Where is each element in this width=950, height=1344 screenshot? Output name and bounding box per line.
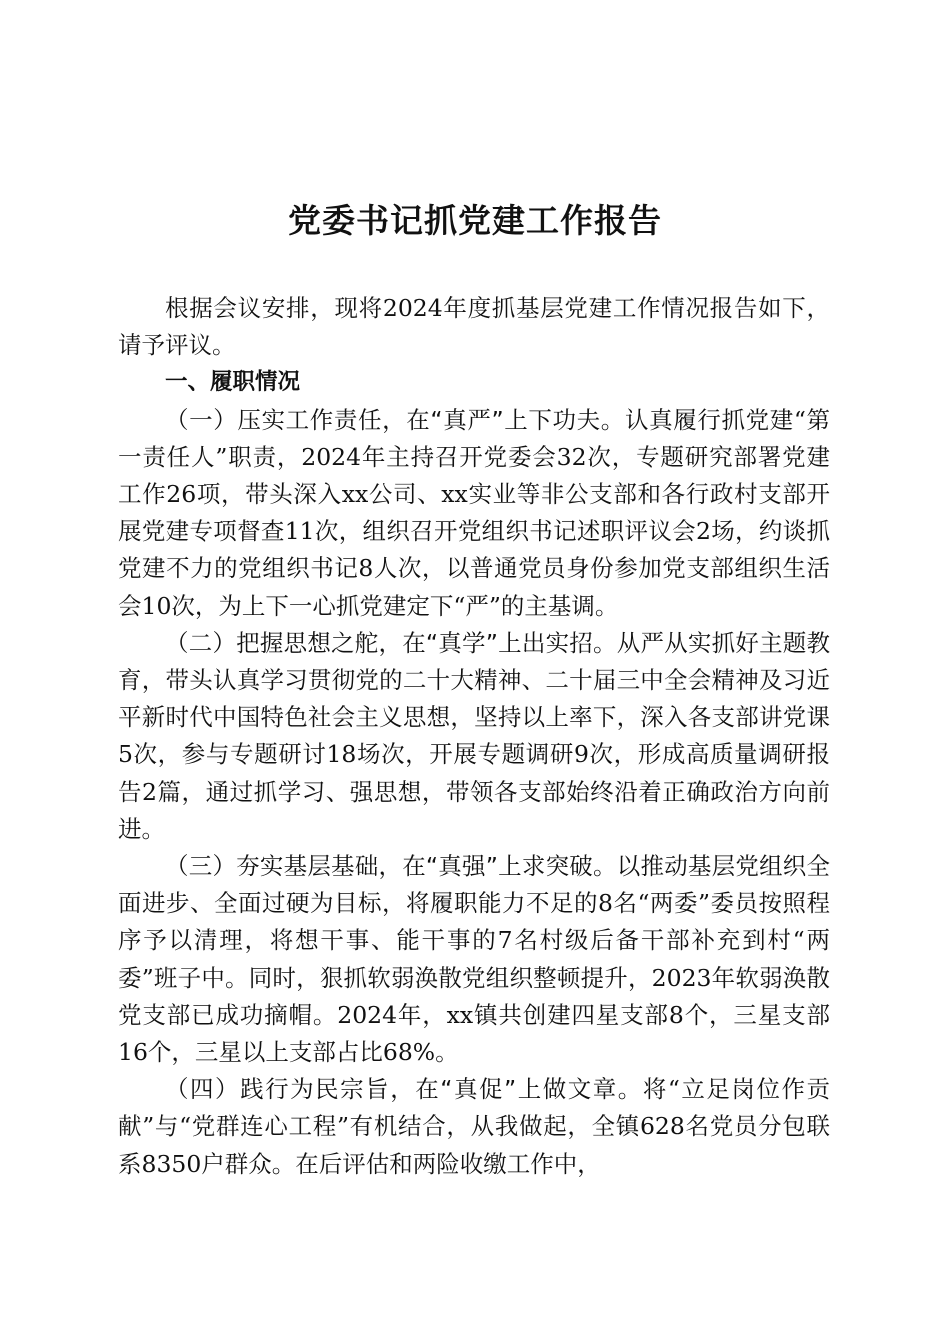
paragraph-3 [118, 848, 830, 1071]
paragraph-4-lead: （四）践行为民宗旨，在“真促”上做文章。 [165, 1075, 643, 1104]
paragraph-1-text: 认真履行抓党建“第一责任人”职责，2024年主持召开党委会32次，专题研究部署党建工作26项，带头深入xx公司、xx实业等非公支部和各行政村支部开展党建专项督查11次，组织召开党组织书记述职评议会2场，约谈抓党建不力的党组织书记8人次，以普通党员身份参加党支部组织生活会10次，为上下一心抓党建定下“严”的主基调。 [118, 405, 831, 620]
document-title: 党委书记抓党建工作报告 [288, 201, 662, 240]
paragraph-2-lead: （二）把握思想之舵，在“真学”上出实招。 [165, 628, 617, 657]
section-heading: 一、履职情况 [165, 369, 301, 396]
paragraph-4-text: 将“立足岗位作贡献”与“党群连心工程”有机结合，从我做起，全镇628名党员分包联系8350户群众。在后评估和两险收缴工作中， [118, 1075, 830, 1178]
paragraph-4 [118, 1071, 830, 1183]
paragraph-3-lead: （三）夯实基层基础，在“真强”上求突破。 [165, 852, 617, 881]
paragraph-1 [118, 402, 830, 625]
document-body [118, 290, 830, 1183]
paragraph-2 [118, 625, 830, 848]
intro-paragraph: 根据会议安排，现将2024年度抓基层党建工作情况报告如下，请予评议。 [118, 294, 830, 360]
paragraph-3-text: 以推动基层党组织全面进步、全面过硬为目标，将履职能力不足的8名“两委”委员按照程序予以清理，将想干事、能干事的7名村级后备干部补充到村“两委”班子中。同时，狠抓软弱涣散党组织整顿提升，2023年软弱涣散党支部已成功摘帽。2024年，xx镇共创建四星支部8个，三星支部16个，三星以上支部占比68%。 [118, 852, 831, 1067]
paragraph-1-lead: （一）压实工作责任，在“真严”上下功夫。 [165, 405, 625, 434]
paragraph-2-text: 从严从实抓好主题教育，带头认真学习贯彻党的二十大精神、二十届三中全会精神及习近平新时代中国特色社会主义思想，坚持以上率下，深入各支部讲党课5次，参与专题研讨18场次，开展专题调研9次，形成高质量调研报告2篇，通过抓学习、强思想，带领各支部始终沿着正确政治方向前进。 [118, 628, 831, 843]
